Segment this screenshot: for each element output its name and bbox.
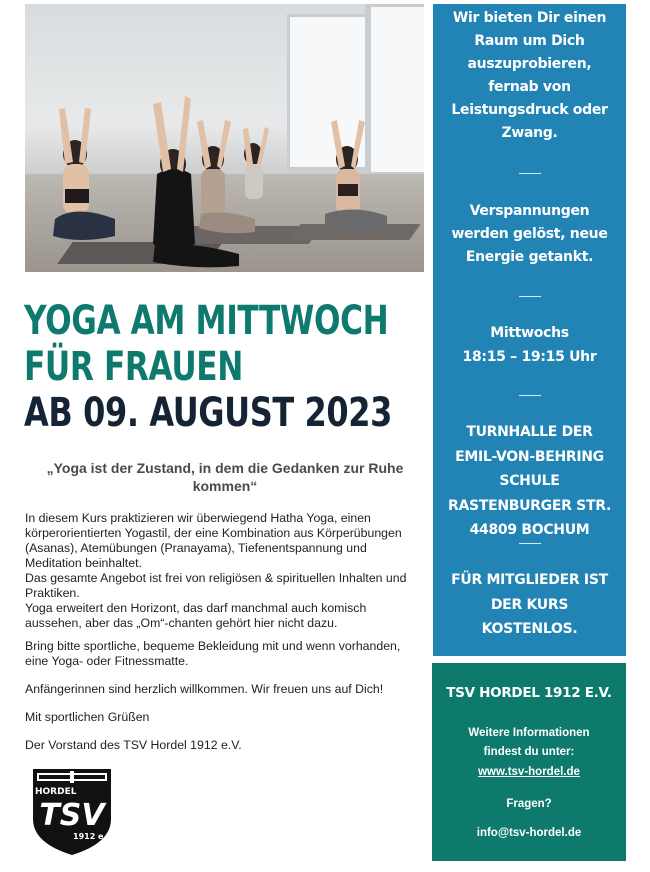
headline-title: YOGA AM MITTWOCH	[24, 298, 389, 344]
sidebar-divider	[519, 395, 541, 396]
sidebar-free-for-members: FÜR MITGLIEDER IST DER KURS KOSTENLOS.	[451, 572, 608, 637]
questions-label: Fragen?	[506, 798, 552, 810]
sidebar-location: TURNHALLE DER EMIL-VON-BEHRING SCHULE RASTENBURGER STR. 44809 BOCHUM	[448, 424, 611, 538]
sidebar-divider	[519, 173, 541, 174]
signature: Der Vorstand des TSV Hordel 1912 e.V.	[25, 738, 242, 752]
description-paragraph: In diesem Kurs praktizieren wir überwiegend Hatha Yoga, einen körperorientierten Yogastil, der eine Kombination aus Körperübungen (Asanas), Atemübungen (Pranayama), Tiefenentspannung und Meditation beinhaltet.	[25, 511, 402, 570]
more-info-line1: Weitere Informationen	[468, 727, 590, 739]
description-paragraph: Yoga erweitert den Horizont, das darf manchmal auch komisch aussehen, aber das „Om“-chanten gehört hier nicht dazu.	[25, 601, 367, 630]
more-info-line2: findest du unter:	[483, 746, 575, 758]
club-name: TSV HORDEL 1912 E.V.	[446, 685, 612, 701]
headline-audience: FÜR FRAUEN	[24, 344, 243, 390]
email-link[interactable]: info@tsv-hordel.de	[476, 827, 582, 839]
logo-tsv-text: TSV	[39, 798, 105, 833]
clothing-note: Bring bitte sportliche, bequeme Bekleidung mit und wenn vorhanden, eine Yoga- oder Fitnessmatte.	[25, 639, 401, 668]
sidebar-benefit-text: Verspannungen werden gelöst, neue Energie getankt.	[451, 203, 608, 265]
sidebar-time: 18:15 – 19:15 Uhr	[462, 349, 597, 365]
greeting: Mit sportlichen Grüßen	[25, 710, 150, 724]
sidebar-divider	[519, 296, 541, 297]
headline-start-date: AB 09. AUGUST 2023	[24, 390, 393, 436]
logo-hordel-text: HORDEL	[35, 787, 77, 797]
sidebar-offer-text: Wir bieten Dir einen Raum um Dich auszuprobieren, fernab von Leistungsdruck oder Zwang.	[451, 10, 608, 141]
hero-photo	[25, 4, 424, 272]
contact-box	[432, 663, 626, 861]
sidebar-divider	[519, 543, 541, 544]
yoga-quote: „Yoga ist der Zustand, in dem die Gedanken zur Ruhe kommen“	[46, 460, 404, 494]
course-description	[25, 511, 420, 631]
website-link[interactable]: www.tsv-hordel.de	[478, 766, 580, 778]
welcome-note: Anfängerinnen sind herzlich willkommen. Wir freuen uns auf Dich!	[25, 682, 384, 696]
logo-year-text: 1912 e.V.	[73, 832, 115, 841]
sidebar-weekday: Mittwochs	[490, 325, 569, 341]
tsv-hordel-logo	[27, 763, 117, 857]
info-sidebar	[433, 4, 626, 656]
description-paragraph: Das gesamte Angebot ist frei von religiösen & spirituellen Inhalten und Praktiken.	[25, 571, 407, 600]
